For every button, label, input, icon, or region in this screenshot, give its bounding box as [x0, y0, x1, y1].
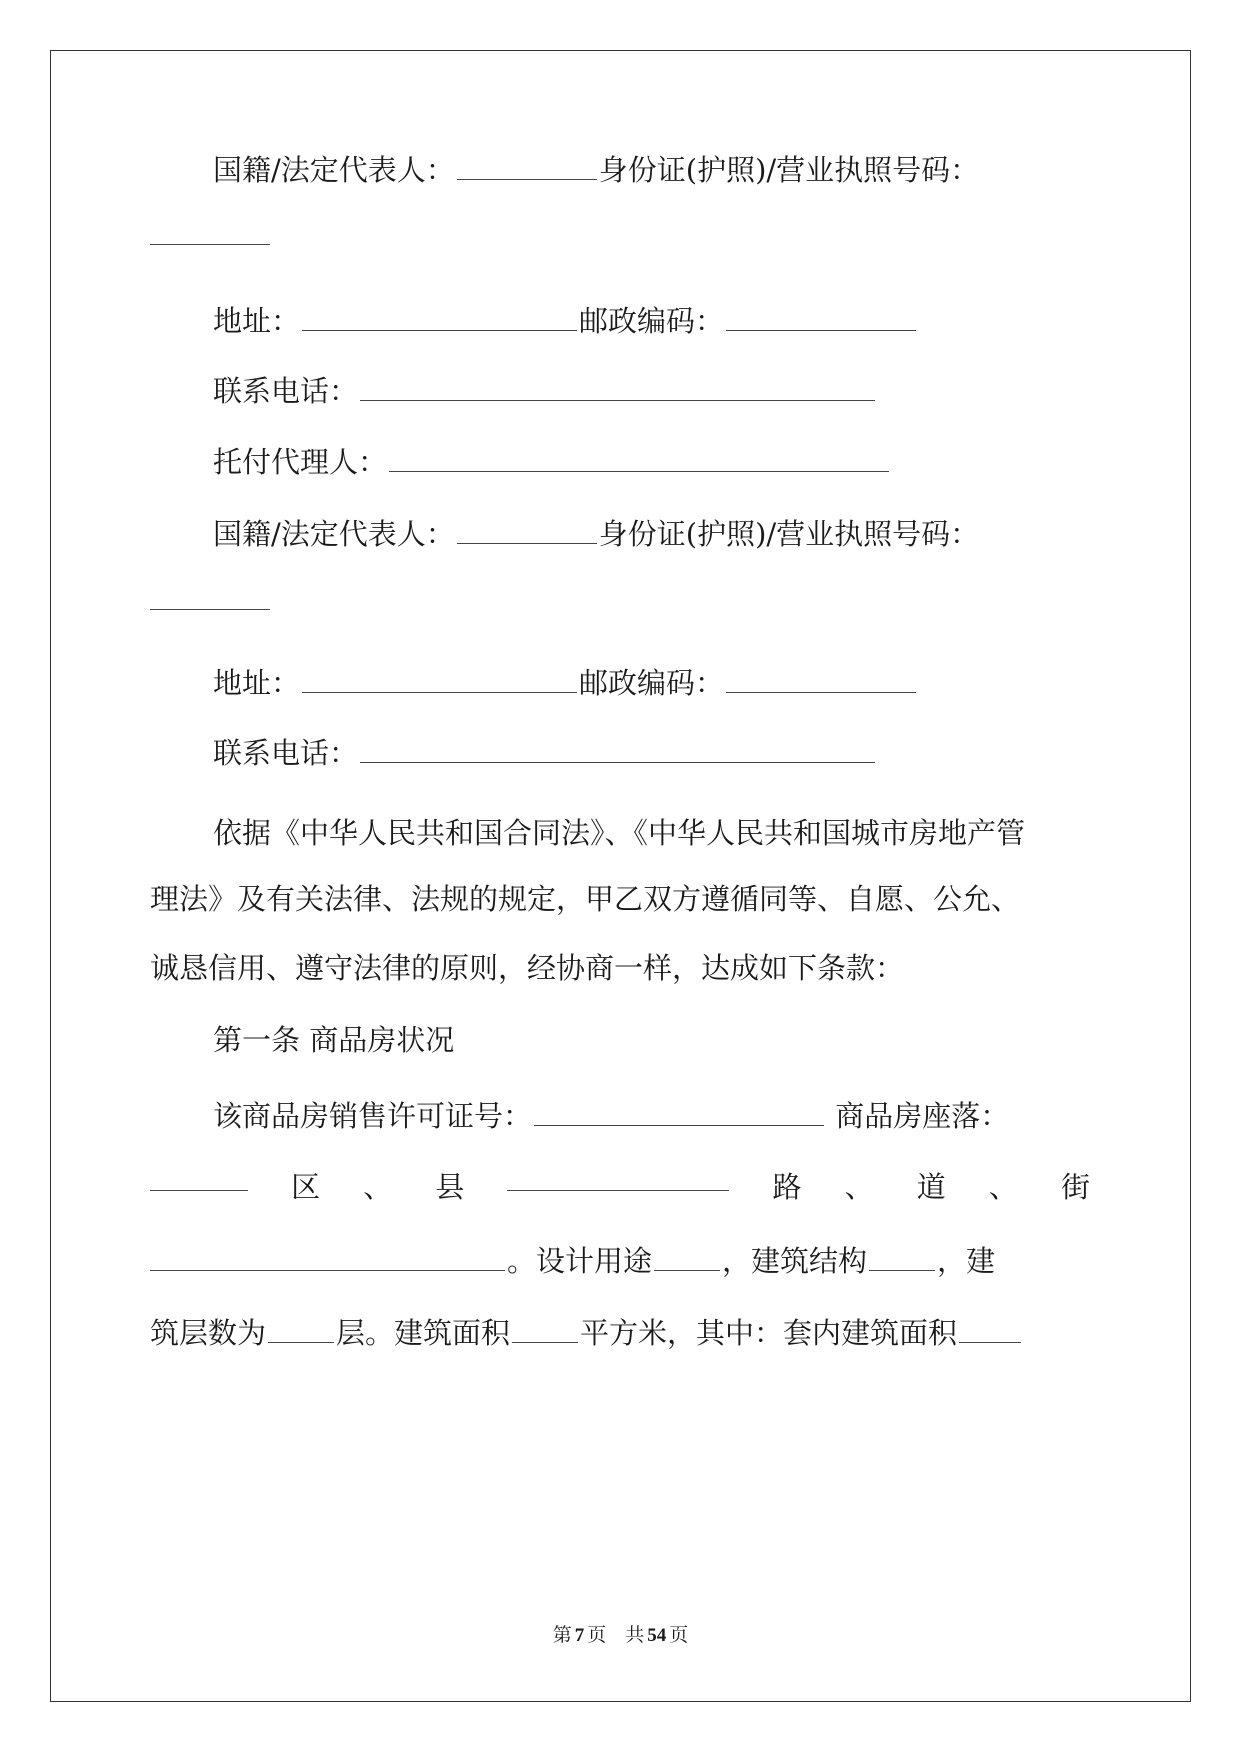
postcode-blank[interactable]	[726, 664, 916, 693]
id-number-line-2	[150, 575, 1090, 625]
district-blank[interactable]	[150, 1162, 248, 1191]
postcode-blank[interactable]	[726, 302, 916, 331]
address-line-2	[213, 658, 1090, 708]
paragraph-line-3	[150, 943, 1090, 993]
floors-label: 筑层数为	[150, 1316, 267, 1350]
floors-label-start: ，建	[937, 1244, 996, 1278]
phone-label: 联系电话：	[213, 374, 359, 408]
footer-middle: 页 共	[587, 1625, 645, 1646]
district-label: 区	[291, 1170, 321, 1204]
id-number-blank[interactable]	[150, 216, 270, 245]
agent-blank[interactable]	[389, 443, 889, 472]
address-blank[interactable]	[302, 664, 577, 693]
address-label: 地址：	[213, 666, 301, 700]
road-blank[interactable]	[507, 1162, 729, 1191]
area-line	[150, 1308, 1090, 1358]
nationality-label: 国籍/法定代表人：	[213, 517, 455, 551]
paragraph-text: 诚恳信用、遵守法律的原则，经协商一样，达成如下条款：	[150, 951, 905, 985]
usage-label: 。设计用途	[507, 1244, 653, 1278]
postcode-label: 邮政编码：	[579, 666, 725, 700]
area-label: 层。建筑面积	[336, 1316, 511, 1350]
usage-blank[interactable]	[654, 1242, 720, 1271]
license-blank[interactable]	[534, 1097, 824, 1126]
area-blank[interactable]	[512, 1314, 578, 1343]
address-blank[interactable]	[302, 302, 577, 331]
license-label: 该商品房销售许可证号：	[213, 1099, 533, 1133]
total-pages: 54	[647, 1625, 667, 1646]
location-label: 商品房座落：	[835, 1099, 1010, 1133]
way-label: 道	[916, 1170, 946, 1204]
address-line-1	[213, 296, 1090, 346]
license-line	[213, 1091, 1090, 1141]
street-blank[interactable]	[150, 1242, 505, 1271]
paragraph-text: 理法》及有关法律、法规的规定，甲乙双方遵循同等、自愿、公允、	[150, 882, 1021, 916]
footer-prefix: 第	[552, 1625, 572, 1646]
agent-line	[213, 437, 1090, 487]
address-label: 地址：	[213, 304, 301, 338]
id-number-line-1	[150, 210, 1090, 260]
article-1-heading	[213, 1015, 1090, 1065]
location-line	[150, 1162, 1090, 1212]
id-number-label: 身份证(护照)/营业执照号码：	[598, 517, 980, 551]
nationality-blank[interactable]	[457, 515, 597, 544]
structure-blank[interactable]	[869, 1242, 935, 1271]
paragraph-line-1	[213, 808, 1090, 858]
id-number-blank[interactable]	[150, 581, 270, 610]
postcode-label: 邮政编码：	[579, 304, 725, 338]
agent-label: 托付代理人：	[213, 445, 388, 479]
phone-blank[interactable]	[360, 372, 875, 401]
nationality-line-1	[213, 145, 1090, 195]
phone-label: 联系电话：	[213, 736, 359, 770]
id-number-label: 身份证(护照)/营业执照号码：	[598, 153, 980, 187]
separator: 、	[363, 1170, 393, 1204]
structure-label: ，建筑结构	[722, 1244, 868, 1278]
paragraph-text: 依据《中华人民共和国合同法》、《中华人民共和国城市房地产管	[213, 816, 1026, 850]
separator: 、	[844, 1170, 874, 1204]
inner-area-label: 平方米，其中：套内建筑面积	[580, 1316, 958, 1350]
phone-line-2	[213, 728, 1090, 778]
floors-blank[interactable]	[268, 1314, 334, 1343]
page-number: 7	[574, 1625, 585, 1646]
county-label: 县	[435, 1170, 465, 1204]
phone-line-1	[213, 366, 1090, 416]
road-label: 路	[772, 1170, 802, 1204]
paragraph-line-2	[150, 874, 1090, 924]
nationality-line-2	[213, 509, 1090, 559]
separator: 、	[988, 1170, 1018, 1204]
page-footer	[0, 1620, 1241, 1647]
nationality-blank[interactable]	[457, 151, 597, 180]
usage-line	[150, 1236, 1090, 1286]
article-title: 第一条 商品房状况	[213, 1023, 455, 1057]
nationality-label: 国籍/法定代表人：	[213, 153, 455, 187]
street-label: 街	[1060, 1170, 1090, 1204]
footer-suffix: 页	[669, 1625, 689, 1646]
phone-blank[interactable]	[360, 734, 875, 763]
inner-area-blank[interactable]	[959, 1314, 1021, 1343]
